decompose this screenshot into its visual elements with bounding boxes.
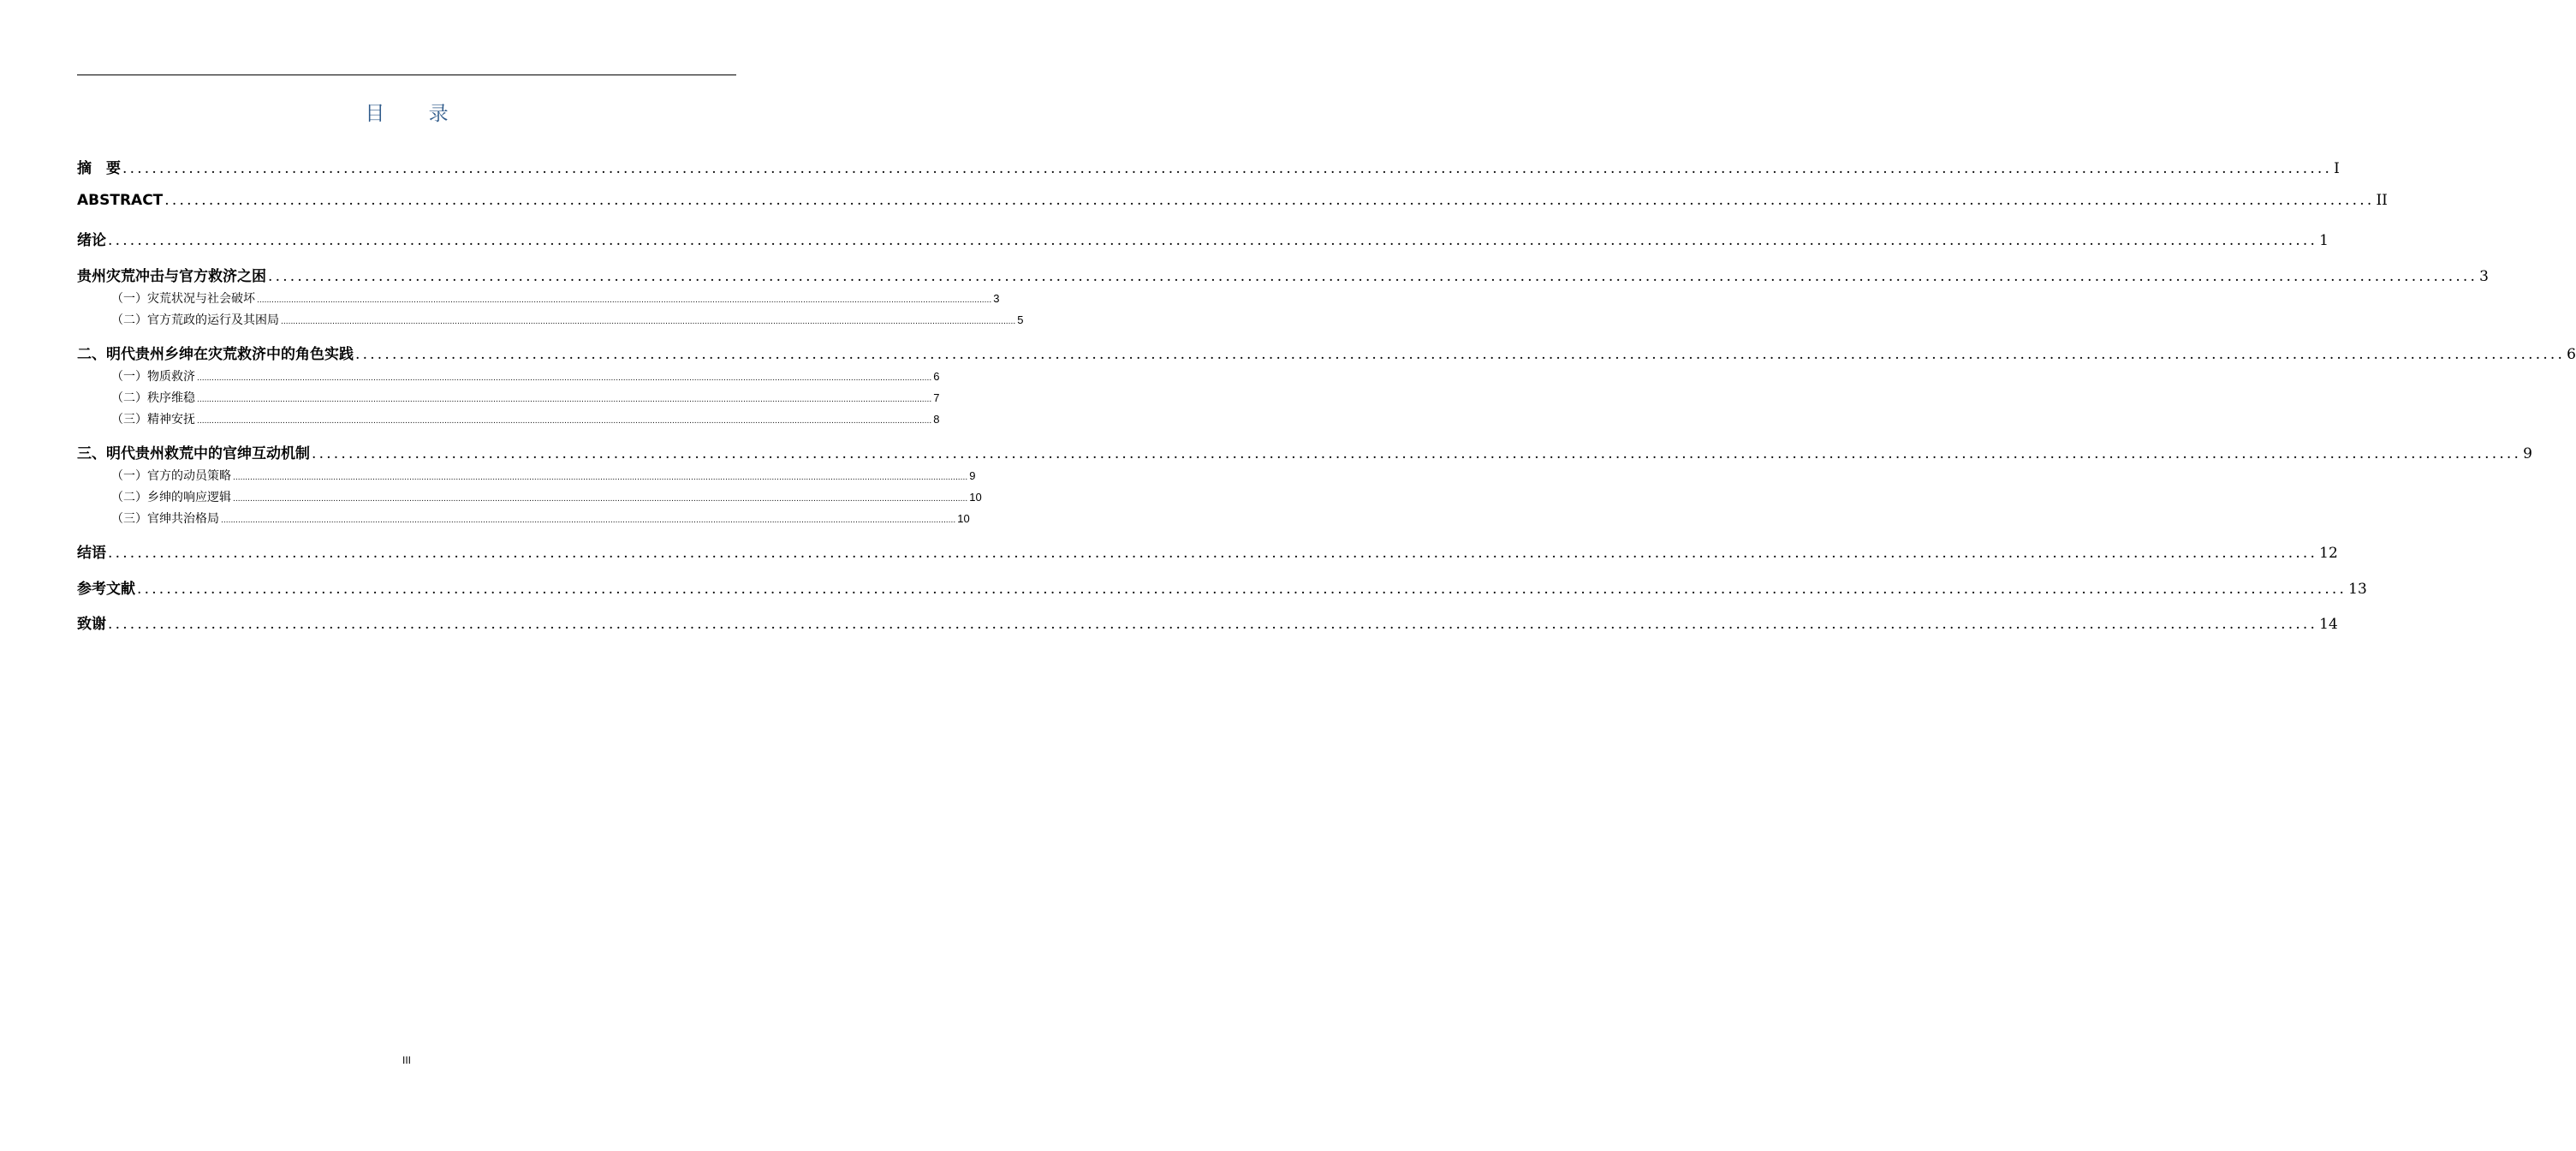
toc-entry-page: 6 bbox=[2567, 346, 2576, 363]
toc-entry-label: 结语 bbox=[77, 545, 106, 562]
dot-leader: ............................................................................................................................................................................................................................................................................................................ bbox=[108, 616, 2318, 633]
toc-entry[interactable] bbox=[111, 367, 940, 385]
toc-entry[interactable] bbox=[77, 441, 2532, 462]
toc-entry-label: （二）秩序维稳 bbox=[111, 391, 195, 405]
toc-entry-label: （三）官绅共治格局 bbox=[111, 512, 219, 526]
toc-entry-page: 12 bbox=[2319, 545, 2338, 562]
dot-leader: ............................................................................................................................................................................................................................................................................................................ bbox=[197, 374, 932, 383]
dot-leader: ............................................................................................................................................................................................................................................................................................................ bbox=[122, 160, 2333, 177]
toc-entry[interactable] bbox=[77, 342, 2576, 363]
toc-entry-page: II bbox=[2376, 192, 2388, 209]
toc-entry-label: （一）物质救济 bbox=[111, 370, 195, 384]
toc-entry-label: 参考文献 bbox=[77, 581, 135, 598]
toc-entry-page: 13 bbox=[2348, 581, 2367, 598]
toc-entry[interactable] bbox=[77, 228, 2329, 249]
toc-entry[interactable] bbox=[111, 311, 1024, 328]
toc-entry-label: （二）官方荒政的运行及其困局 bbox=[111, 313, 279, 327]
toc-entry-page: 9 bbox=[969, 469, 976, 482]
toc-entry-label: 绪论 bbox=[77, 232, 106, 249]
toc-entry-page: 1 bbox=[2319, 232, 2329, 249]
toc-entry-label: 三、明代贵州救荒中的官绅互动机制 bbox=[77, 445, 310, 462]
toc-entry-page: 9 bbox=[2523, 445, 2532, 462]
dot-leader: ............................................................................................................................................................................................................................................................................................................ bbox=[197, 396, 932, 404]
dot-leader: ............................................................................................................................................................................................................................................................................................................ bbox=[257, 296, 992, 305]
toc-entry-page: I bbox=[2334, 160, 2340, 177]
dot-leader: ............................................................................................................................................................................................................................................................................................................ bbox=[355, 346, 2566, 363]
dot-leader: ............................................................................................................................................................................................................................................................................................................ bbox=[221, 516, 956, 525]
toc-entry-page: 10 bbox=[969, 491, 982, 504]
toc-entry-label: 二、明代贵州乡绅在灾荒救济中的角色实践 bbox=[77, 346, 354, 363]
dot-leader: ............................................................................................................................................................................................................................................................................................................ bbox=[233, 474, 968, 482]
toc-entry-page: 10 bbox=[957, 512, 970, 525]
toc-entry[interactable] bbox=[111, 488, 982, 505]
dot-leader: ............................................................................................................................................................................................................................................................................................................ bbox=[137, 581, 2347, 598]
toc-entry[interactable] bbox=[111, 410, 940, 427]
dot-leader: ............................................................................................................................................................................................................................................................................................................ bbox=[108, 545, 2318, 562]
toc-entry[interactable] bbox=[77, 540, 2338, 562]
dot-leader: ............................................................................................................................................................................................................................................................................................................ bbox=[268, 268, 2478, 285]
toc-entry-label: 贵州灾荒冲击与官方救济之困 bbox=[77, 268, 266, 285]
toc-entry[interactable] bbox=[111, 467, 976, 484]
toc-entry-page: 6 bbox=[933, 370, 940, 383]
dot-leader: ............................................................................................................................................................................................................................................................................................................ bbox=[108, 232, 2318, 249]
page-number: III bbox=[402, 1054, 411, 1066]
dot-leader: ............................................................................................................................................................................................................................................................................................................ bbox=[312, 445, 2522, 462]
toc-entry[interactable] bbox=[77, 611, 2338, 633]
toc-entry-page: 5 bbox=[1017, 313, 1024, 326]
toc-entry[interactable] bbox=[77, 264, 2489, 285]
dot-leader: ............................................................................................................................................................................................................................................................................................................ bbox=[164, 192, 2375, 209]
toc-entry[interactable] bbox=[111, 389, 940, 406]
toc-list bbox=[77, 0, 2576, 1151]
toc-entry-label: 致谢 bbox=[77, 616, 106, 633]
toc-entry-page: 8 bbox=[933, 413, 940, 426]
dot-leader: ............................................................................................................................................................................................................................................................................................................ bbox=[197, 417, 932, 426]
dot-leader: ............................................................................................................................................................................................................................................................................................................ bbox=[281, 318, 1016, 326]
toc-entry[interactable] bbox=[77, 156, 2340, 177]
toc-entry-page: 3 bbox=[993, 292, 1000, 305]
toc-entry-label: （一）官方的动员策略 bbox=[111, 469, 231, 483]
toc-entry[interactable] bbox=[77, 192, 2388, 209]
toc-title: 目 录 bbox=[365, 103, 467, 125]
toc-entry-page: 14 bbox=[2319, 616, 2338, 633]
toc-entry[interactable] bbox=[111, 289, 1000, 307]
toc-entry-label: ABSTRACT bbox=[77, 192, 164, 209]
toc-entry-page: 3 bbox=[2479, 268, 2489, 285]
dot-leader: ............................................................................................................................................................................................................................................................................................................ bbox=[233, 495, 968, 504]
toc-entry-label: （一）灾荒状况与社会破坏 bbox=[111, 292, 255, 306]
toc-entry[interactable] bbox=[111, 510, 970, 527]
toc-entry[interactable] bbox=[77, 576, 2367, 598]
toc-entry-label: （二）乡绅的响应逻辑 bbox=[111, 491, 231, 504]
toc-entry-label: 摘 要 bbox=[77, 160, 121, 177]
toc-entry-page: 7 bbox=[933, 391, 940, 404]
toc-entry-label: （三）精神安抚 bbox=[111, 413, 195, 426]
